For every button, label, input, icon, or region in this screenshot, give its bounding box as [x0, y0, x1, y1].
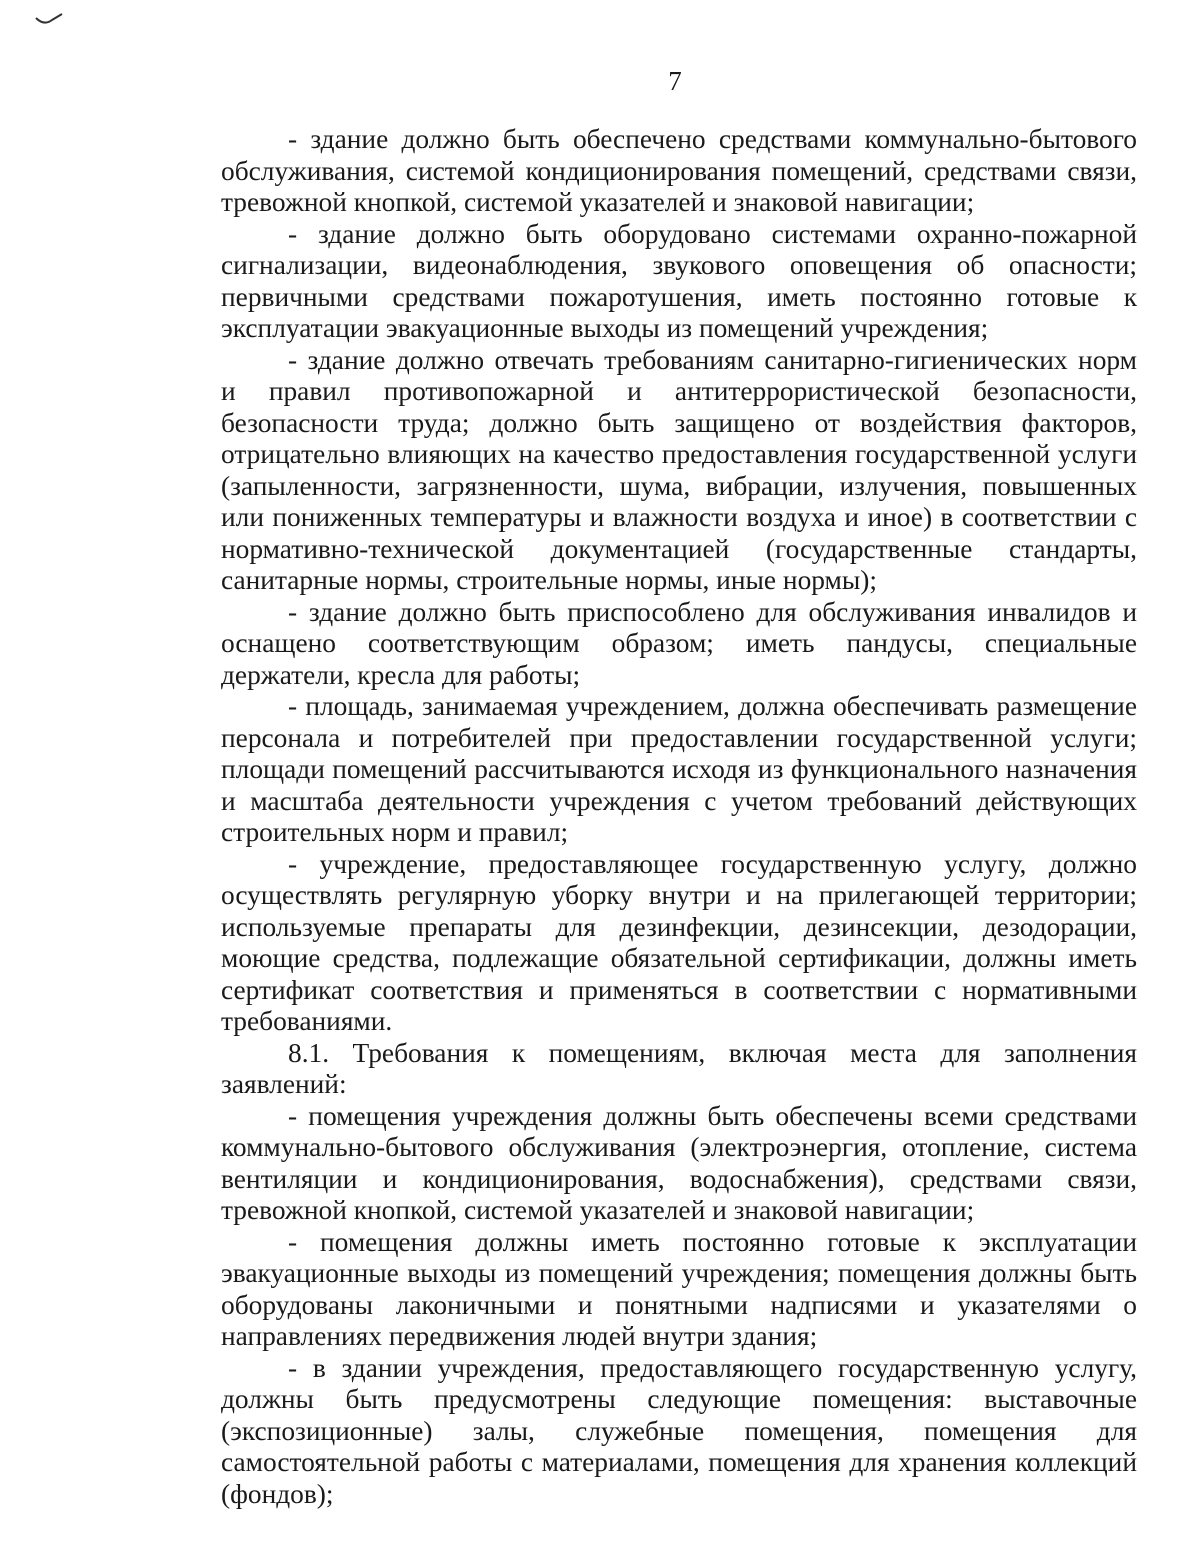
paragraph-premises-rooms: - в здании учреждения, предоставляющего государственную услугу, должны быть предусмотрены следующие помещения: выставочные (экспозиционные) залы, служебные помещения, помещения для самостоятельной работы с материалами, помещения для хранения коллекций (фондов); [221, 1352, 1137, 1509]
page-number: 7 [668, 66, 682, 96]
scan-artifact-mark [34, 12, 66, 30]
paragraph-premises-exits: - помещения должны иметь постоянно готовые к эксплуатации эвакуационные выходы из помещений учреждения; помещения должны быть оборудованы лаконичными и понятными надписями и указателями о направлениях передвижения людей внутри здания; [221, 1226, 1137, 1351]
paragraph-area-requirements: - площадь, занимаемая учреждением, должна обеспечивать размещение персонала и потребителей при предоставлении государственной услуги; площади помещений рассчитываются исходя из функционального назначения и масштаба деятельности учреждения с учетом требований действующих строительных норм и правил; [221, 691, 1137, 847]
paragraph-building-sanitary-norms: - здание должно отвечать требованиям санитарно-гигиенических норм и правил противопожарной и антитеррористической безопасности, безопасности труда; должно быть защищено от воздействия факторов, отрицательно влияющих на качество предоставления государственной услуги (запыленности, загрязненности, шума, вибрации, излучения, повышенных или пониженных температуры и влажности воздуха и иное) в соответствии с нормативно-технической документацией (государственные стандарты, санитарные нормы, строительные нормы, иные нормы); [221, 344, 1137, 595]
document-body [221, 124, 1137, 1510]
paragraph-building-fire-safety: - здание должно быть оборудовано системами охранно-пожарной сигнализации, видеонаблюдения, звукового оповещения об опасности; первичными средствами пожаротушения, иметь постоянно готовые к эксплуатации эвакуационные выходы из помещений учреждения; [221, 218, 1137, 343]
section-heading-8-1: 8.1. Требования к помещениям, включая места для заполнения заявлений: [221, 1037, 1137, 1099]
paragraph-building-utilities: - здание должно быть обеспечено средствами коммунально-бытового обслуживания, системой кондиционирования помещений, средствами связи, тревожной кнопкой, системой указателей и знаковой навигации; [221, 124, 1137, 217]
paragraph-premises-utilities: - помещения учреждения должны быть обеспечены всеми средствами коммунально-бытового обслуживания (электроэнергия, отопление, система вентиляции и кондиционирования, водоснабжения), средствами связи, тревожной кнопкой, системой указателей и знаковой навигации; [221, 1100, 1137, 1225]
paragraph-building-accessibility: - здание должно быть приспособлено для обслуживания инвалидов и оснащено соответствующим образом; иметь пандусы, специальные держатели, кресла для работы; [221, 596, 1137, 690]
paragraph-cleaning-requirements: - учреждение, предоставляющее государственную услугу, должно осуществлять регулярную уборку внутри и на прилегающей территории; используемые препараты для дезинфекции, дезинсекции, дезодорации, моющие средства, подлежащие обязательной сертификации, должны иметь сертификат соответствия и применяться в соответствии с нормативными требованиями. [221, 848, 1137, 1036]
